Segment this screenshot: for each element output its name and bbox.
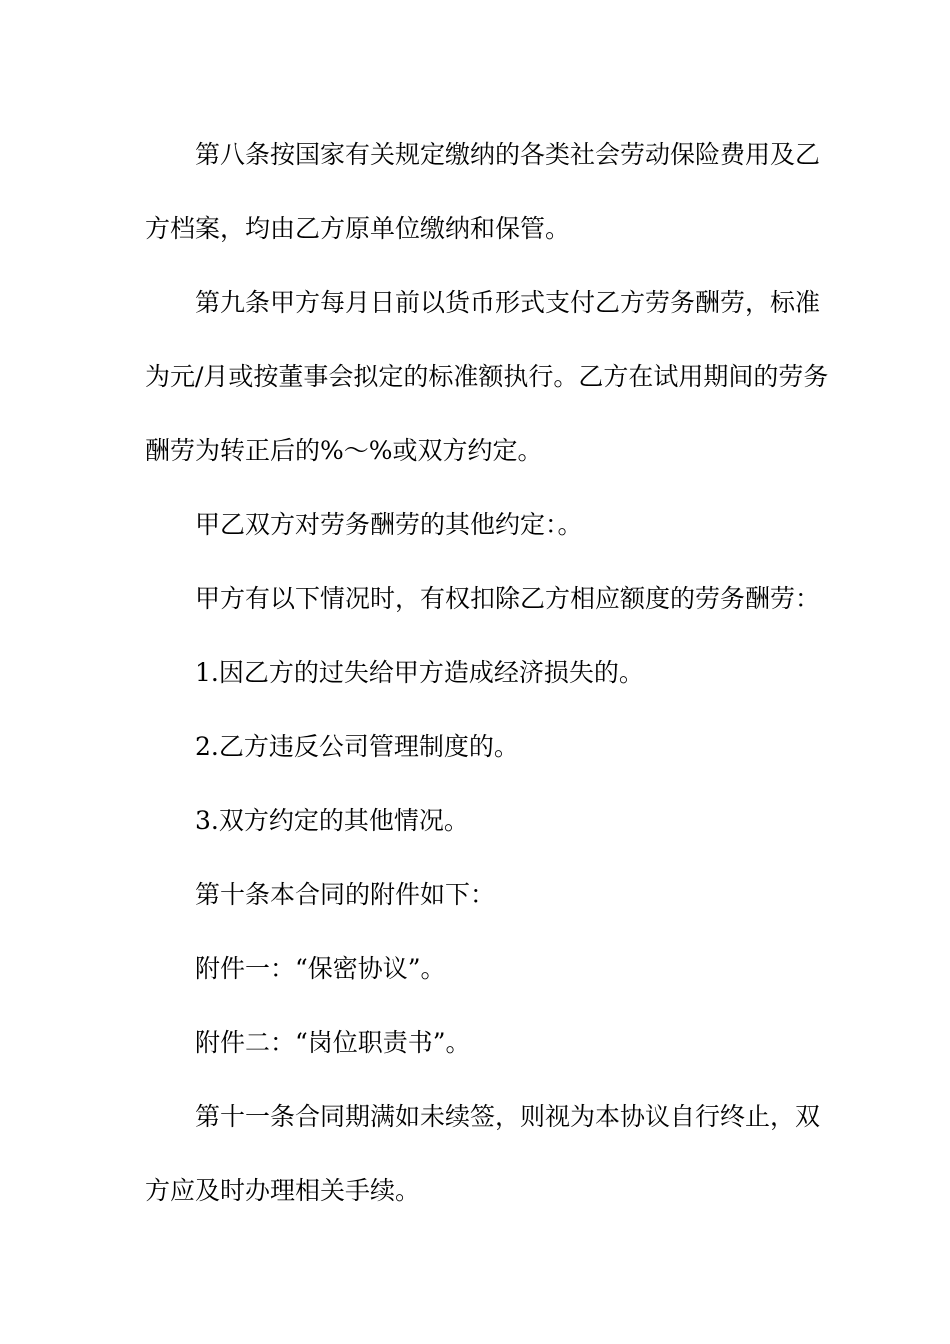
list-item-1: [145, 636, 807, 710]
text-line: 第十一条合同期满如未续签，则视为本协议自行终止，双: [195, 1102, 821, 1131]
text-line: 1.因乙方的过失给甲方造成经济损失的。: [195, 658, 644, 687]
text-line: 方档案，均由乙方原单位缴纳和保管。: [145, 214, 571, 243]
paragraph-other-agreement: [145, 488, 807, 562]
text-line: 甲方有以下情况时，有权扣除乙方相应额度的劳务酬劳：: [195, 584, 821, 613]
list-item-3: [145, 784, 807, 858]
list-item-2: [145, 710, 807, 784]
paragraph-attachment-1: [145, 932, 807, 1006]
paragraph-attachment-2: [145, 1006, 807, 1080]
text-line: 第八条按国家有关规定缴纳的各类社会劳动保险费用及乙: [195, 140, 821, 169]
text-line: 方应及时办理相关手续。: [145, 1176, 421, 1205]
paragraph-article-11: [145, 1080, 821, 1228]
paragraph-article-9: [145, 266, 829, 488]
paragraph-article-10: [145, 858, 807, 932]
text-line: 甲乙双方对劳务酬劳的其他约定：。: [195, 510, 583, 539]
text-line: 附件二：“岗位职责书”。: [195, 1028, 471, 1057]
paragraph-article-8: [145, 118, 821, 266]
paragraph-deduction-intro: [145, 562, 821, 636]
text-line: 酬劳为转正后的%～%或双方约定。: [145, 436, 543, 465]
text-line: 第九条甲方每月日前以货币形式支付乙方劳务酬劳，标准: [195, 288, 821, 317]
document-body: [145, 118, 829, 1228]
text-line: 2.乙方违反公司管理制度的。: [195, 732, 519, 761]
text-line: 第十条本合同的附件如下：: [195, 880, 496, 909]
text-line: 为元/月或按董事会拟定的标准额执行。乙方在试用期间的劳务: [145, 362, 829, 391]
text-line: 3.双方约定的其他情况。: [195, 806, 469, 835]
text-line: 附件一：“保密协议”。: [195, 954, 446, 983]
